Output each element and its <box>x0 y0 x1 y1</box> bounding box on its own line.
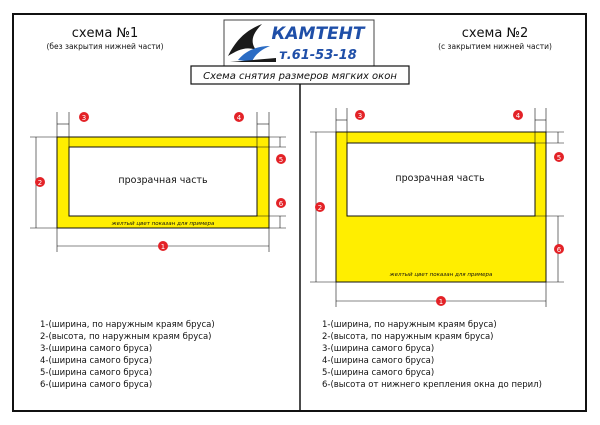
scheme1-legend-item: 2-(высота, по наружным краям бруса) <box>40 332 212 342</box>
svg-text:2: 2 <box>37 179 43 187</box>
scheme2-legend-item: 2-(высота, по наружным краям бруса) <box>322 332 494 342</box>
scheme2-legend-item: 1-(ширина, по наружным краям бруса) <box>322 320 497 330</box>
scheme2-transparent-label: прозрачная часть <box>395 173 485 184</box>
scheme1-legend-item: 6-(ширина самого бруса) <box>40 380 153 390</box>
main-title: Схема снятия размеров мягких окон <box>203 71 397 82</box>
marker-2 <box>315 202 325 212</box>
marker-4 <box>513 110 523 120</box>
svg-text:3: 3 <box>81 114 87 122</box>
scheme1-yellow-note: желтый цвет показан для примера <box>111 221 215 227</box>
logo-name: КАМТЕНТ <box>271 24 365 44</box>
logo-phone: т.61-53-18 <box>279 48 357 63</box>
scheme1-subtitle: (без закрытия нижней части) <box>46 42 164 51</box>
svg-text:5: 5 <box>278 156 284 164</box>
svg-text:6: 6 <box>278 200 284 208</box>
scheme1-transparent-label: прозрачная часть <box>118 175 208 186</box>
scheme1-legend-item: 3-(ширина самого бруса) <box>40 344 153 354</box>
marker-6 <box>554 244 564 254</box>
main-title-box <box>191 66 409 84</box>
marker-1 <box>158 241 168 251</box>
marker-5 <box>276 154 286 164</box>
scheme2-yellow-note: желтый цвет показан для примера <box>389 272 493 278</box>
svg-text:6: 6 <box>556 246 562 254</box>
logo-block <box>224 20 374 66</box>
svg-text:1: 1 <box>160 243 166 251</box>
scheme2-legend-item: 4-(ширина самого бруса) <box>322 356 435 366</box>
svg-text:4: 4 <box>236 114 242 122</box>
marker-6 <box>276 198 286 208</box>
marker-2 <box>35 177 45 187</box>
svg-text:4: 4 <box>515 112 521 120</box>
scheme1-legend <box>40 320 215 390</box>
marker-5 <box>554 152 564 162</box>
scheme2-title: схема №2 <box>461 26 529 41</box>
scheme1-title: схема №1 <box>71 26 139 41</box>
scheme1-legend-item: 5-(ширина самого бруса) <box>40 368 153 378</box>
svg-text:1: 1 <box>438 298 444 306</box>
marker-3 <box>355 110 365 120</box>
svg-text:5: 5 <box>556 154 562 162</box>
scheme2-legend-item: 5-(ширина самого бруса) <box>322 368 435 378</box>
scheme2-subtitle: (с закрытием нижней части) <box>438 42 552 51</box>
scheme1-legend-item: 4-(ширина самого бруса) <box>40 356 153 366</box>
marker-3 <box>79 112 89 122</box>
marker-1 <box>436 296 446 306</box>
scheme2-legend-item: 3-(ширина самого бруса) <box>322 344 435 354</box>
scheme1-legend-item: 1-(ширина, по наружным краям бруса) <box>40 320 215 330</box>
svg-text:3: 3 <box>357 112 363 120</box>
scheme2-legend <box>322 320 542 390</box>
marker-4 <box>234 112 244 122</box>
scheme2-legend-item: 6-(высота от нижнего крепления окна до перил) <box>322 380 542 390</box>
svg-text:2: 2 <box>317 204 323 212</box>
